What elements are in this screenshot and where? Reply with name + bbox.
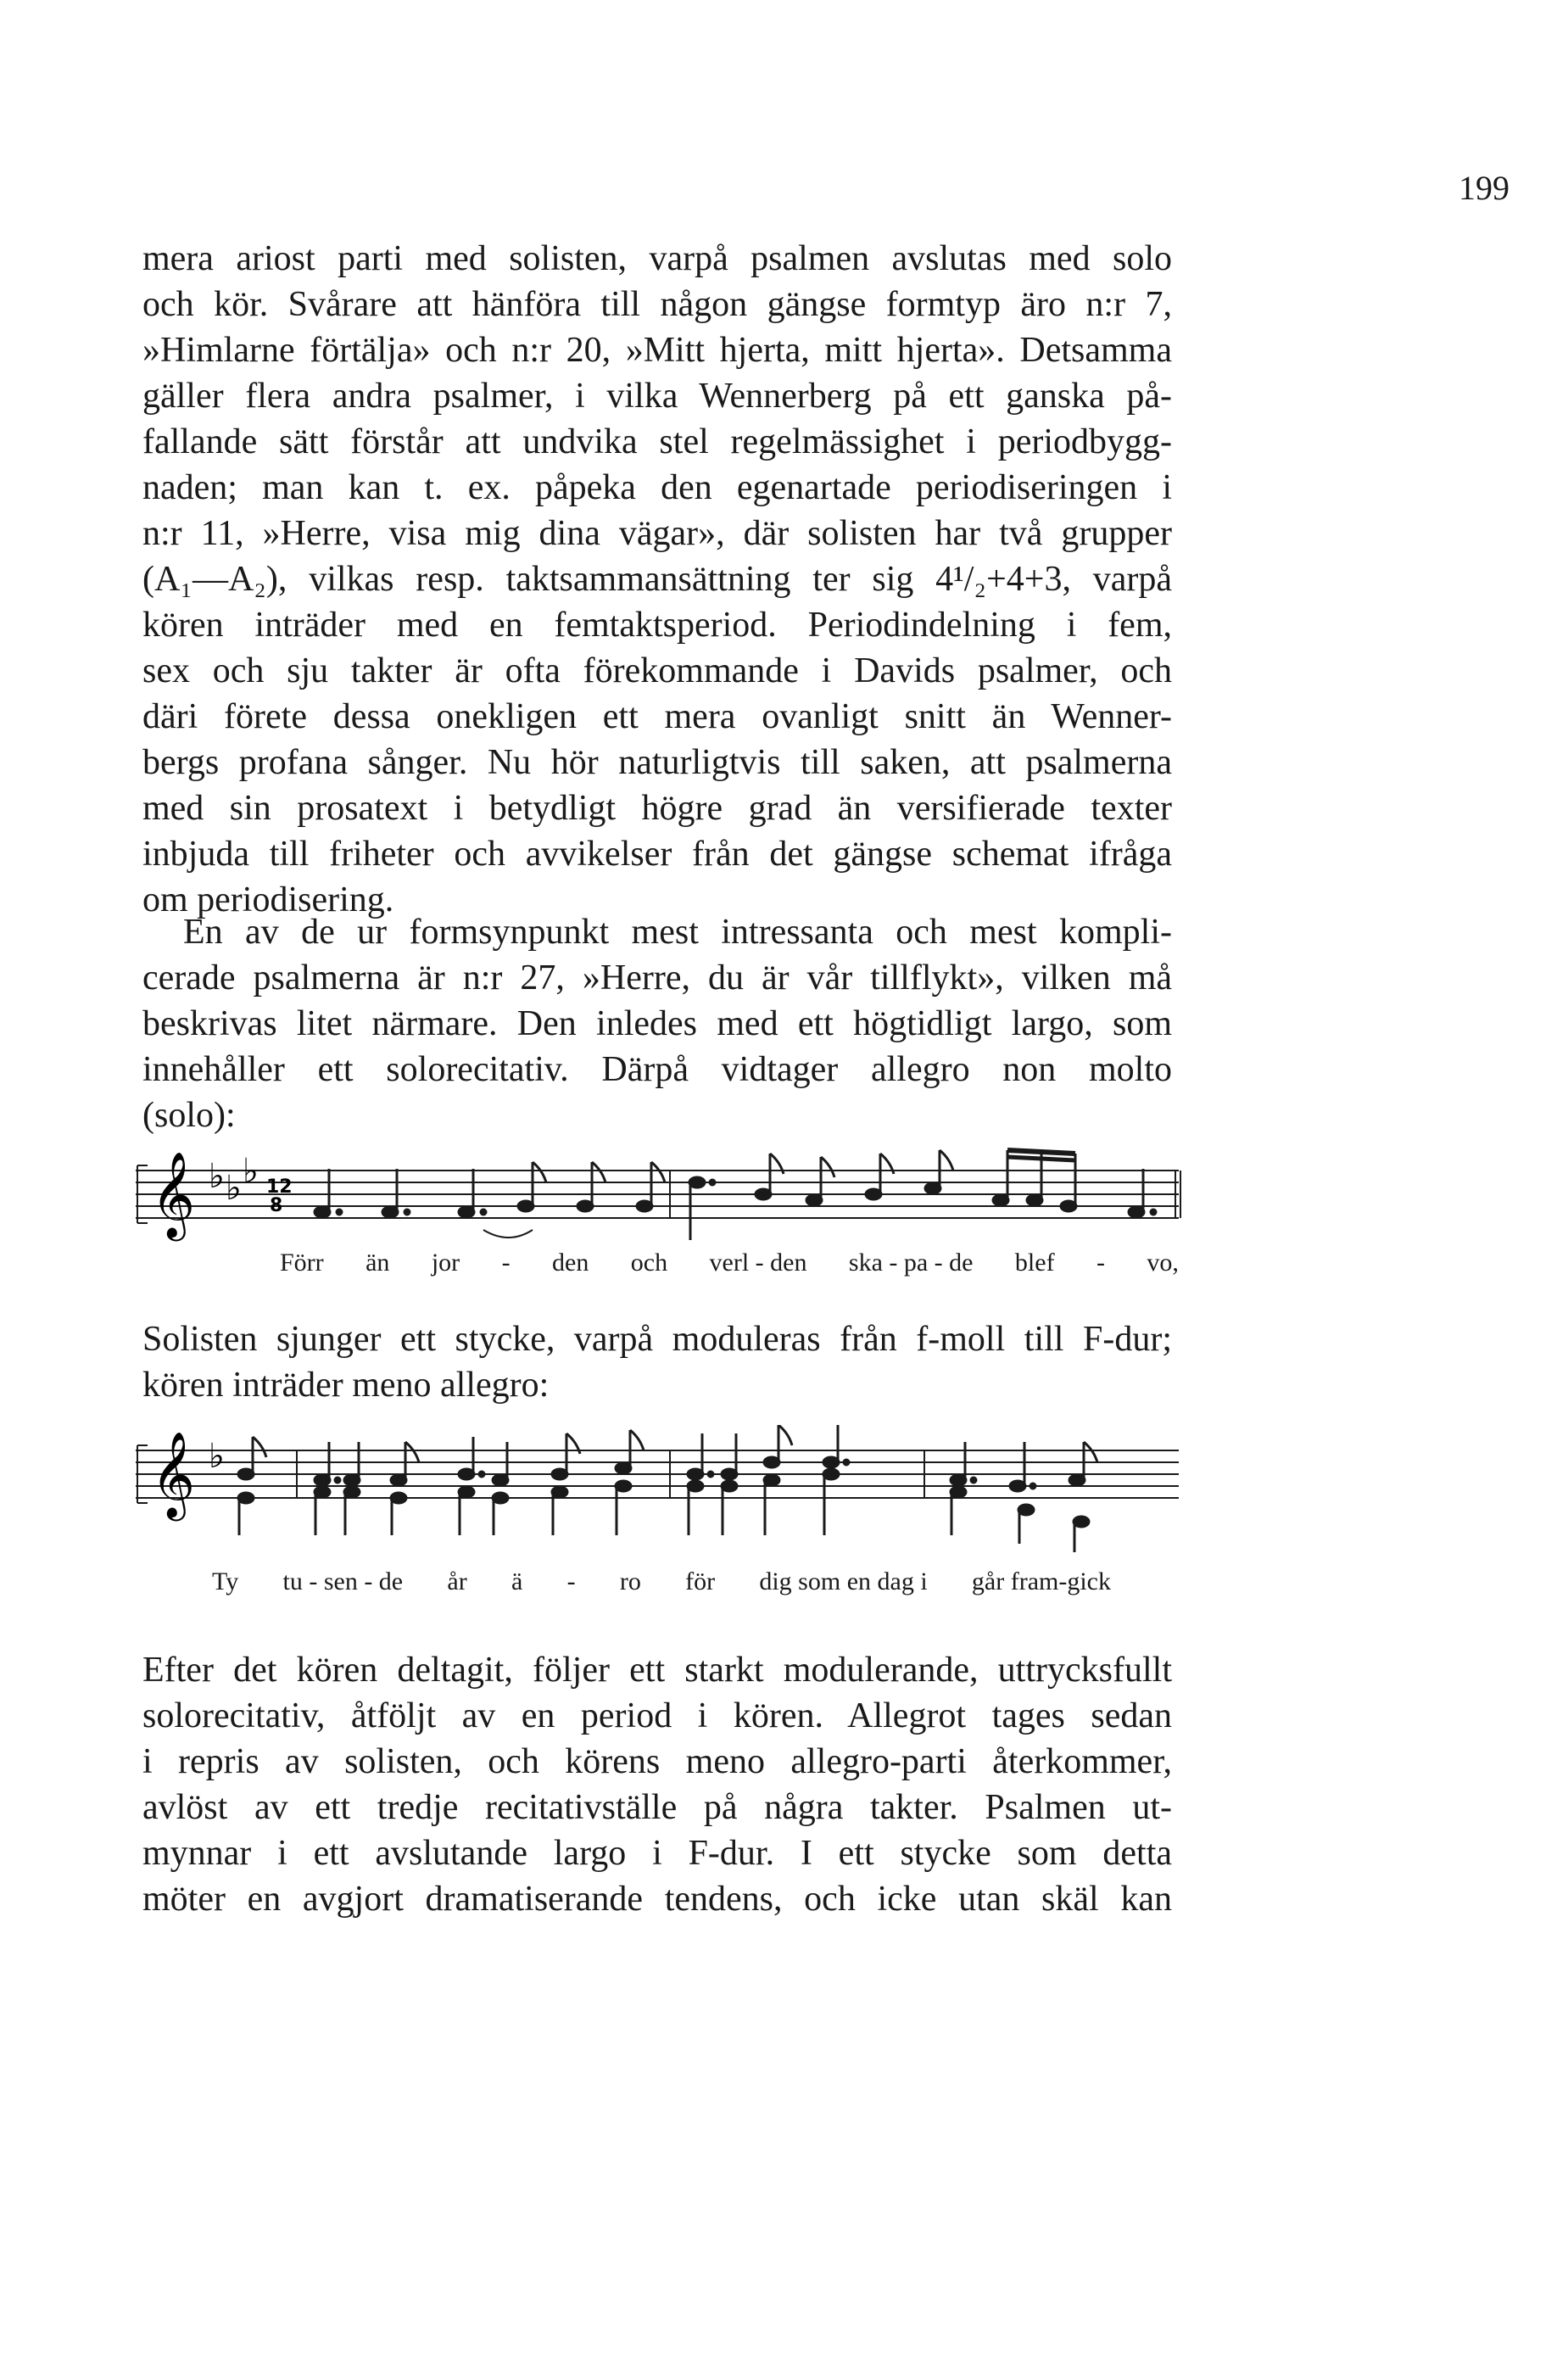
text-line: innehåller ett solorecitativ. Därpå vidtager allegro non molto bbox=[142, 1050, 1172, 1089]
lyric-syllable: och bbox=[630, 1249, 668, 1277]
text-line: och kör. Svårare att hänföra till någon gängse formtyp äro n:r 7, bbox=[142, 285, 1172, 324]
lyric-syllable: verl - den bbox=[709, 1249, 807, 1277]
text-line: »Himlarne förtälja» och n:r 20, »Mitt hjerta, mitt hjerta». Detsamma bbox=[142, 331, 1172, 370]
text-line: sex och sju takter är ofta förekommande i Davids psalmer, och bbox=[142, 651, 1172, 690]
text-line: gäller flera andra psalmer, i vilka Wennerberg på ett ganska på- bbox=[142, 377, 1172, 416]
lyric-syllable: än bbox=[365, 1249, 390, 1277]
treble-clef-icon: 𝄞 bbox=[151, 1430, 196, 1517]
text-line: kören inträder med en femtaktsperiod. Periodindelning i fem, bbox=[142, 606, 1172, 645]
lyric-syllable: ä bbox=[511, 1567, 523, 1595]
text-line: mynnar i ett avslutande largo i F-dur. I ett stycke som detta bbox=[142, 1834, 1172, 1873]
text-line: däri förete dessa onekligen ett mera ovanligt snitt än Wenner- bbox=[142, 697, 1172, 736]
text-line: avlöst av ett tredje recitativställe på några takter. Psalmen ut- bbox=[142, 1788, 1172, 1827]
text-line: cerade psalmerna är n:r 27, »Herre, du är vår tillflykt», vilken må bbox=[142, 958, 1172, 997]
page-number: 199 bbox=[1459, 169, 1509, 207]
text-line: beskrivas litet närmare. Den inledes med ett högtidligt largo, som bbox=[142, 1004, 1172, 1043]
notes-group bbox=[238, 1425, 1097, 1552]
lyric-syllable: vo, bbox=[1147, 1249, 1179, 1277]
lyric-syllable: jor bbox=[431, 1249, 460, 1277]
music-example-2 bbox=[127, 1425, 1196, 1552]
text-line: n:r 11, »Herre, visa mig dina vägar», där solisten har två grupper bbox=[142, 514, 1172, 553]
lyric-syllable: dig som en dag i bbox=[759, 1567, 928, 1595]
lyric-syllable: år bbox=[447, 1567, 467, 1595]
treble-clef-icon: 𝄞 bbox=[151, 1150, 196, 1238]
text-line: mera ariost parti med solisten, varpå psalmen avslutas med solo bbox=[142, 239, 1172, 278]
lyric-syllable: ska - pa - de bbox=[848, 1249, 974, 1277]
time-signature-bottom: 8 bbox=[270, 1195, 283, 1216]
text-line: möter en avgjort dramatiserande tendens, och icke utan skäl kan bbox=[142, 1880, 1172, 1919]
text-line: i repris av solisten, och körens meno allegro-parti återkommer, bbox=[142, 1742, 1172, 1781]
time-signature-top: 12 bbox=[266, 1176, 293, 1198]
lyric-syllable: ro bbox=[619, 1567, 641, 1595]
text-line: med sin prosatext i betydligt högre grad än versifierade texter bbox=[142, 789, 1172, 828]
lyric-syllable: Förr bbox=[280, 1249, 324, 1277]
paragraph-2 bbox=[142, 909, 1172, 1138]
text-line: (solo): bbox=[142, 1096, 236, 1135]
flat-icon: ♭ bbox=[209, 1157, 225, 1196]
text-line: Solisten sjunger ett stycke, varpå moduleras från f-moll till F-dur; bbox=[142, 1320, 1172, 1359]
text-line: kören inträder meno allegro: bbox=[142, 1366, 550, 1405]
flat-icon: ♭ bbox=[243, 1152, 259, 1191]
text-line: om periodisering. bbox=[142, 880, 394, 919]
staff-notation-1 bbox=[127, 1145, 1196, 1247]
lyric-syllable: - bbox=[1096, 1249, 1105, 1277]
flat-icon: ♭ bbox=[226, 1169, 242, 1208]
paragraph-3 bbox=[142, 1316, 1172, 1408]
text-line: bergs profana sånger. Nu hör naturligtvis till saken, att psalmerna bbox=[142, 743, 1172, 782]
text-line: inbjuda till friheter och avvikelser från det gängse schemat ifråga bbox=[142, 835, 1172, 874]
lyric-syllable: tu - sen - de bbox=[282, 1567, 404, 1595]
lyric-syllable: - bbox=[501, 1249, 511, 1277]
text-line: naden; man kan t. ex. påpeka den egenartade periodiseringen i bbox=[142, 468, 1172, 507]
text-line: En av de ur formsynpunkt mest intressanta och mest kompli- bbox=[183, 913, 1172, 952]
lyrics-1 bbox=[280, 1249, 1179, 1277]
tie-icon bbox=[483, 1230, 533, 1238]
lyric-syllable: blef bbox=[1014, 1249, 1055, 1277]
text-line: solorecitativ, åtföljt av en period i kören. Allegrot tages sedan bbox=[142, 1696, 1172, 1735]
text-line: Efter det kören deltagit, följer ett starkt modulerande, uttrycksfullt bbox=[142, 1651, 1172, 1690]
text-line: fallande sätt förstår att undvika stel regelmässighet i periodbygg- bbox=[142, 422, 1172, 461]
lyric-syllable: den bbox=[552, 1249, 589, 1277]
paragraph-4 bbox=[142, 1647, 1172, 1922]
lyric-syllable: går fram-gick bbox=[971, 1567, 1111, 1595]
music-example-1 bbox=[127, 1145, 1196, 1247]
staff-notation-2 bbox=[127, 1425, 1196, 1552]
lyric-syllable: för bbox=[685, 1567, 716, 1595]
lyric-syllable: - bbox=[566, 1567, 576, 1595]
flat-icon: ♭ bbox=[209, 1437, 225, 1476]
paragraph-1 bbox=[142, 236, 1172, 923]
lyrics-2 bbox=[212, 1567, 1111, 1596]
text-line: (A₁—A₂), vilkas resp. taktsammansättning ter sig 4¹/₂+4+3, varpå bbox=[142, 560, 1172, 599]
lyric-syllable: Ty bbox=[212, 1567, 239, 1595]
